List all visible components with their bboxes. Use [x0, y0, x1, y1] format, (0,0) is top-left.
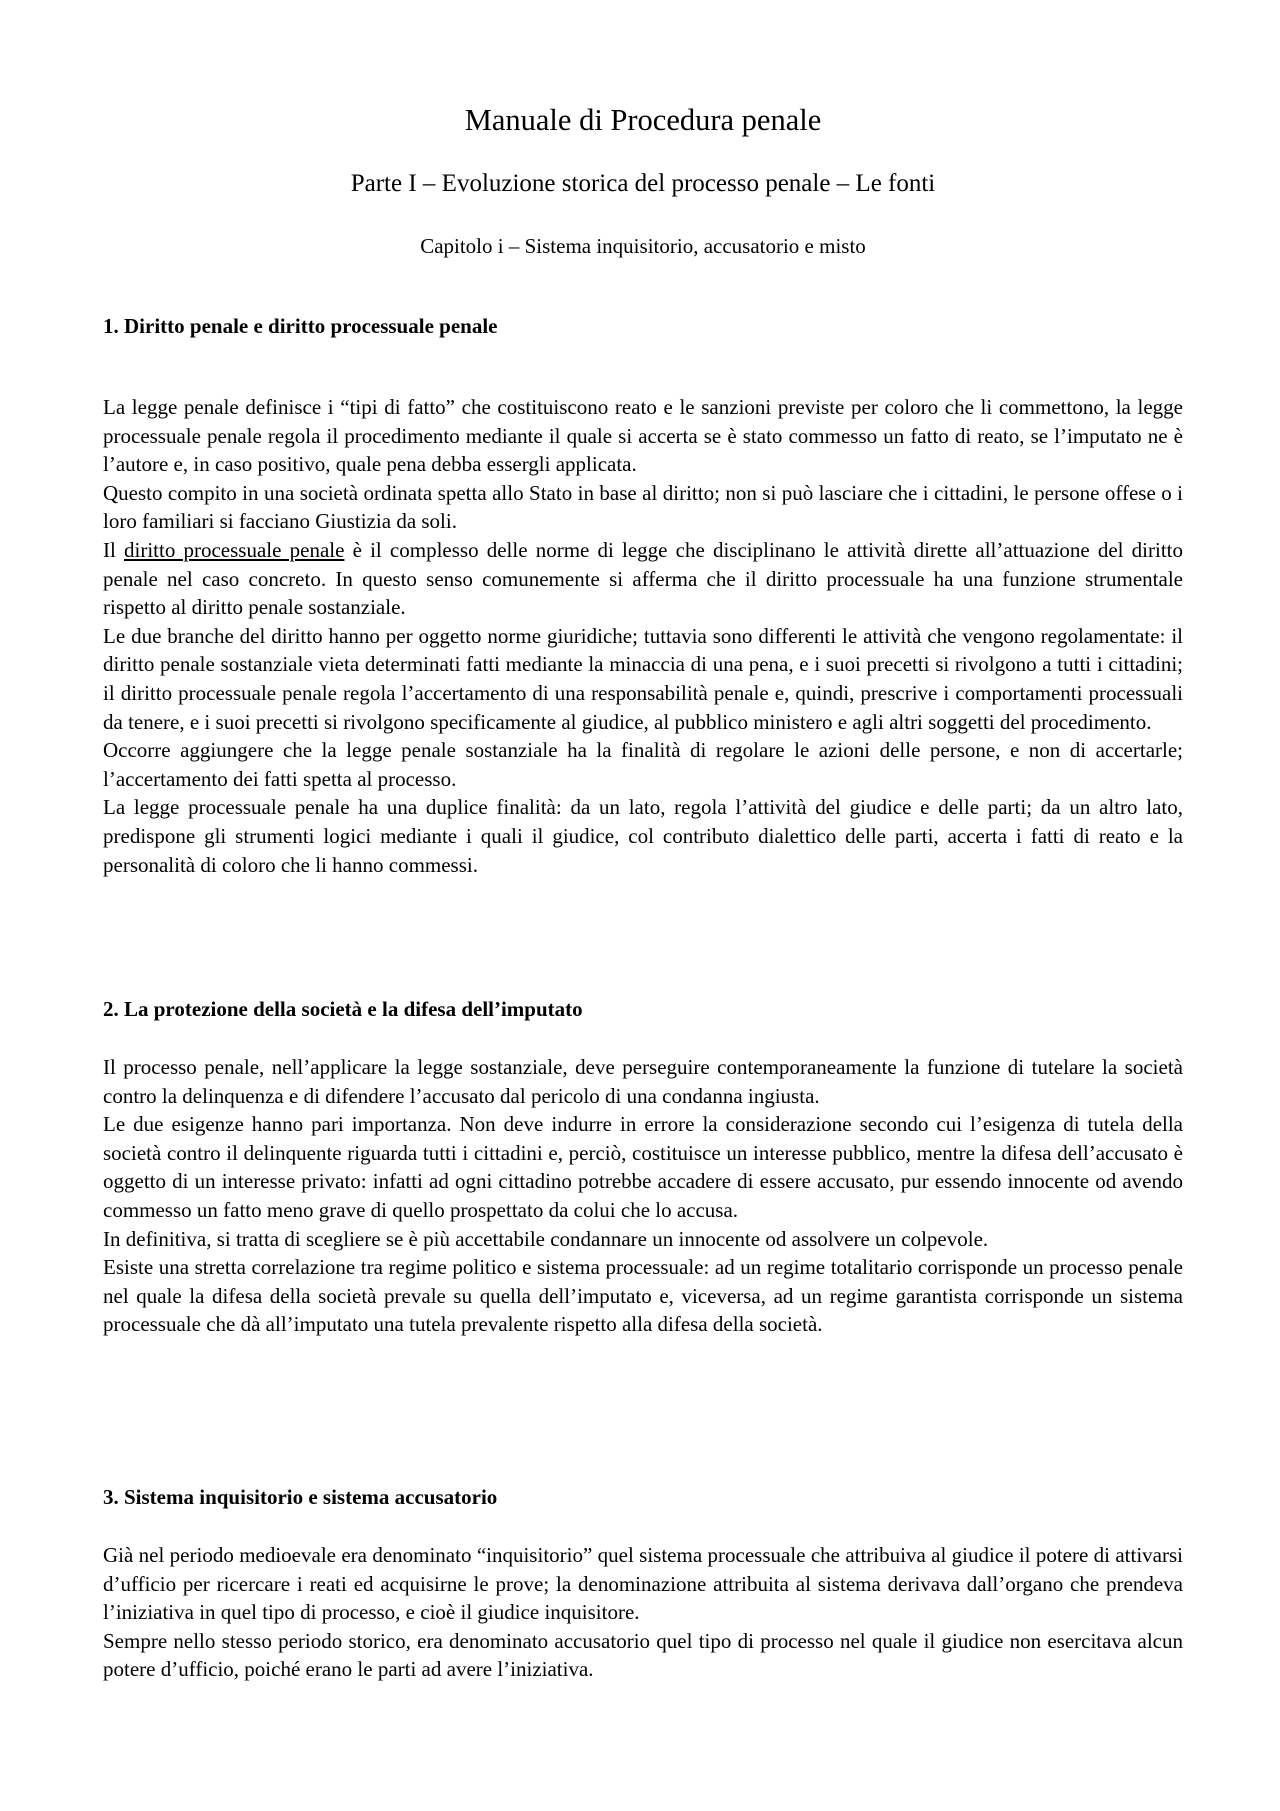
section-1-heading: 1. Diritto penale e diritto processuale penale [103, 314, 498, 338]
paragraph: Sempre nello stesso periodo storico, era denominato accusatorio quel tipo di processo nel quale il giudice non esercitava alcun potere d’ufficio, poiché erano le parti ad avere l’iniziativa. [103, 1628, 1183, 1682]
section-1-body [103, 393, 1183, 879]
underlined-term: diritto processuale penale [124, 537, 345, 562]
paragraph: Esiste una stretta correlazione tra regime politico e sistema processuale: ad un regime totalitario corrisponde un processo penale nel quale la difesa della società prevale su quella dell’imputato e, viceversa, ad un regime garantista corrisponde un sistema processuale che dà all’imputato una tutela prevalente rispetto alla difesa della società. [103, 1255, 1183, 1337]
paragraph-lead: Il [103, 537, 124, 562]
paragraph: Occorre aggiungere che la legge penale sostanziale ha la finalità di regolare le azioni delle persone, e non di accertarle; l’accertamento dei fatti spetta al processo. [103, 738, 1183, 791]
paragraph [103, 536, 1183, 622]
section-2-heading: 2. La protezione della società e la difesa dell’imputato [103, 997, 583, 1021]
paragraph: La legge processuale penale ha una duplice finalità: da un lato, regola l’attività del giudice e delle parti; da un altro lato, predispone gli strumenti logici mediante i quali il giudice, col contributo dialettico delle parti, accerta i fatti di reato e la personalità di coloro che li hanno commessi. [103, 795, 1183, 877]
section-3-body [103, 1541, 1183, 1684]
document-title: Manuale di Procedura penale [464, 103, 822, 137]
paragraph: Le due esigenze hanno pari importanza. Non deve indurre in errore la considerazione secondo cui l’esigenza di tutela della società contro il delinquente riguarda tutti i cittadini e, perciò, costituisce un interesse pubblico, mentre la difesa dell’accusato è oggetto di un interesse privato: infatti ad ogni cittadino potrebbe accadere di essere accusato, pur essendo innocente od avendo commesso un fatto meno grave di quello prospettato da colui che lo accusa. [103, 1112, 1183, 1222]
section-2-body [103, 1053, 1183, 1339]
paragraph: Il processo penale, nell’applicare la legge sostanziale, deve perseguire contemporaneamente la funzione di tutelare la società contro la delinquenza e di difendere l’accusato dal pericolo di una condanna ingiusta. [103, 1055, 1183, 1108]
section-3-heading: 3. Sistema inquisitorio e sistema accusatorio [103, 1485, 498, 1509]
paragraph-rest: è il complesso delle norme di legge che disciplinano le attività dirette all’attuazione del diritto penale nel caso concreto. In questo senso comunemente si afferma che il diritto processuale ha una funzione strumentale rispetto al diritto penale sostanziale. [103, 537, 1183, 620]
paragraph: In definitiva, si tratta di scegliere se è più accettabile condannare un innocente od assolvere un colpevole. [103, 1226, 989, 1251]
chapter-title: Capitolo i – Sistema inquisitorio, accusatorio e misto [420, 234, 866, 258]
paragraph: La legge penale definisce i “tipi di fatto” che costituiscono reato e le sanzioni previste per coloro che li commettono, la legge processuale penale regola il procedimento mediante il quale si accerta se è stato commesso un fatto di reato, se l’imputato ne è l’autore e, in caso positivo, quale pena debba essergli applicata. [103, 395, 1183, 477]
part-title: Parte I – Evoluzione storica del processo penale – Le fonti [350, 170, 936, 197]
paragraph: Le due branche del diritto hanno per oggetto norme giuridiche; tuttavia sono differenti le attività che vengono regolamentate: il diritto penale sostanziale vieta determinati fatti mediante la minaccia di una pena, e i suoi precetti si rivolgono a tutti i cittadini; il diritto processuale penale regola l’accertamento di una responsabilità penale e, quindi, prescrive i comportamenti processuali da tenere, e i suoi precetti si rivolgono specificamente al giudice, al pubblico ministero e agli altri soggetti del procedimento. [103, 623, 1183, 734]
paragraph: Questo compito in una società ordinata spetta allo Stato in base al diritto; non si può lasciare che i cittadini, le persone offese o i loro familiari si facciano Giustizia da soli. [103, 480, 1183, 534]
paragraph: Già nel periodo medioevale era denominato “inquisitorio” quel sistema processuale che attribuiva al giudice il potere di attivarsi d’ufficio per ricercare i reati ed acquisirne le prove; la denominazione attribuita al sistema derivava dall’organo che prendeva l’iniziativa in quel tipo di processo, e cioè il giudice inquisitore. [103, 1543, 1183, 1625]
